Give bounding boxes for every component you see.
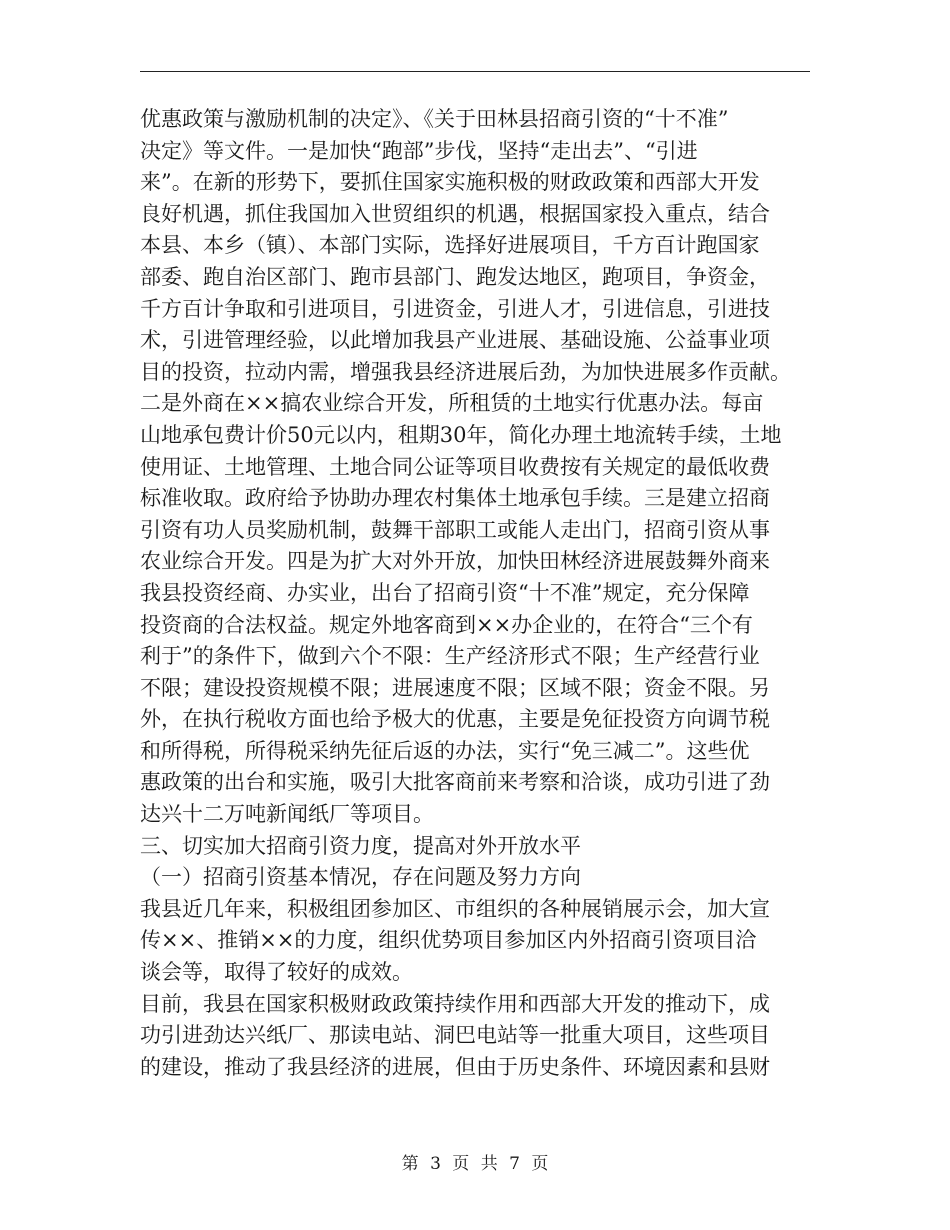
text-line: 目的投资，拉动内需，增强我县经济进展后劲，为加快进展多作贡献。 <box>140 359 791 384</box>
text-line: 我县近几年来，积极组团参加区、市组织的各种展销展示会，加大宣 <box>140 896 770 921</box>
text-line: 惠政策的出台和实施，吸引大批客商前来考察和洽谈，成功引进了劲 <box>140 770 770 795</box>
text-line: 谈会等，取得了较好的成效。 <box>140 960 413 985</box>
text-line: 农业综合开发。四是为扩大对外开放，加快田林经济进展鼓舞外商来 <box>140 549 770 574</box>
text-line: 使用证、土地管理、土地合同公证等项目收费按有关规定的最低收费 <box>140 454 770 479</box>
text-line: 传××、推销××的力度，组织优势项目参加区内外招商引资项目洽 <box>140 928 757 953</box>
page-number: 第 3 页 共 7 页 <box>401 1154 549 1174</box>
text-line: 良好机遇，抓住我国加入世贸组织的机遇，根据国家投入重点，结合 <box>140 201 770 226</box>
text-line: 目前，我县在国家积极财政政策持续作用和西部大开发的推动下，成 <box>140 991 770 1016</box>
text-line: 三、切实加大招商引资力度，提高对外开放水平 <box>140 833 581 858</box>
text-line: 本县、本乡（镇）、本部门实际，选择好进展项目，千方百计跑国家 <box>140 233 760 258</box>
text-line: 达兴十二万吨新闻纸厂等项目。 <box>140 802 434 827</box>
text-line: 部委、跑自治区部门、跑市县部门、跑发达地区，跑项目，争资金， <box>140 264 770 289</box>
text-line: 术，引进管理经验，以此增加我县产业进展、基础设施、公益事业项 <box>140 328 770 353</box>
document-body <box>140 104 815 1083</box>
text-line: 外，在执行税收方面也给予极大的优惠，主要是免征投资方向调节税 <box>140 707 770 732</box>
text-line: 引资有功人员奖励机制，鼓舞干部职工或能人走出门，招商引资从事 <box>140 517 770 542</box>
text-line: 优惠政策与激励机制的决定》、《关于田林县招商引资的“十不准” <box>140 107 729 131</box>
text-line: 和所得税，所得税采纳先征后返的办法，实行“免三减二”。这些优 <box>140 738 750 763</box>
text-line: 来”。在新的形势下，要抓住国家实施积极的财政政策和西部大开发 <box>140 170 760 195</box>
text-line: 功引进劲达兴纸厂、那读电站、洞巴电站等一批重大项目，这些项目 <box>140 1023 770 1048</box>
text-line: 不限；建设投资规模不限；进展速度不限；区域不限；资金不限。另 <box>140 675 770 700</box>
text-line: 投资商的合法权益。规定外地客商到××办企业的，在符合“三个有 <box>140 612 753 637</box>
text-line: 二是外商在××搞农业综合开发，所租赁的土地实行优惠办法。每亩 <box>140 391 764 416</box>
header-rule <box>140 71 810 72</box>
text-line: 决定》等文件。一是加快“跑部”步伐，坚持“走出去”、“引进 <box>140 138 698 163</box>
text-line: （一）招商引资基本情况，存在问题及努力方向 <box>140 865 581 890</box>
text-line: 标准收取。政府给予协助办理农村集体土地承包手续。三是建立招商 <box>140 486 770 511</box>
text-line: 我县投资经商、办实业，出台了招商引资“十不准”规定，充分保障 <box>140 580 750 605</box>
text-line: 的建设，推动了我县经济的进展，但由于历史条件、环境因素和县财 <box>140 1054 770 1079</box>
text-line: 千方百计争取和引进项目，引进资金，引进人才，引进信息，引进技 <box>140 296 770 321</box>
text-line: 利于”的条件下，做到六个不限：生产经济形式不限；生产经营行业 <box>140 644 760 669</box>
text-line: 山地承包费计价50元以内，租期30年，简化办理土地流转手续，土地 <box>140 422 782 447</box>
